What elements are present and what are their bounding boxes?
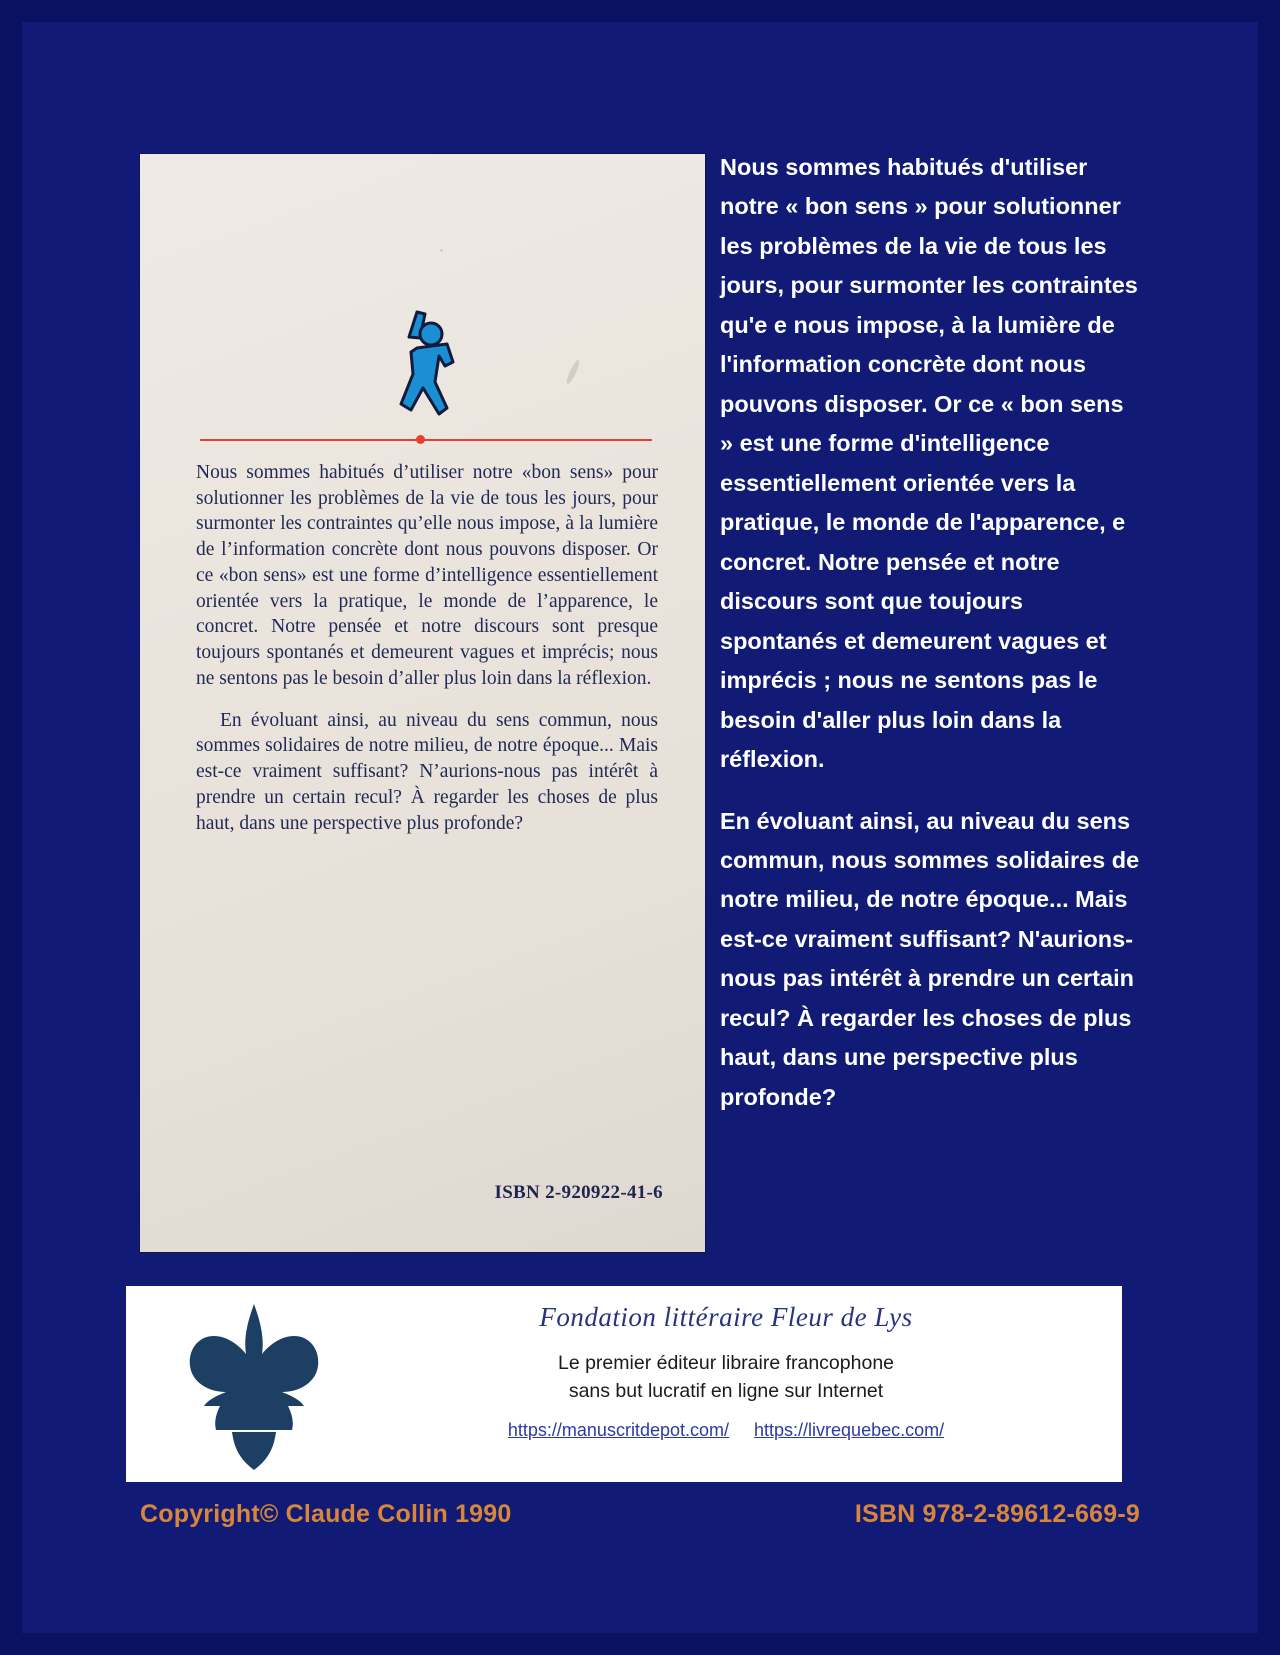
- publisher-band: [126, 1286, 1122, 1482]
- transcript-paragraph-2: En évoluant ainsi, au niveau du sens commun, nous sommes solidaires de notre milieu, de notre époque... Mais est-ce vraiment suffisant? N'aurions-nous pas intérêt à prendre un certain recul? À regarder les choses de plus haut, dans une perspective plus profonde?: [720, 807, 1140, 1110]
- transcript-paragraph-1: Nous sommes habitués d'utiliser notre « bon sens » pour solutionner les problèmes de la vie de tous les jours, pour surmonter les contraintes qu'e e nous impose, à la lumière de l'information concrète dont nous pouvons disposer. Or ce « bon sens » est une forme d'intelligence essentiellement orientée vers la pratique, le monde de l'apparence, e concret. Notre pensée et notre discours sont que toujours spontanés et demeurent vagues et imprécis ; nous ne sentons pas le besoin d'aller plus loin dans la réflexion.: [720, 154, 1138, 773]
- cover-paragraph-2: En évoluant ainsi, au niveau du sens commun, nous sommes solidaires de notre milieu, de notre époque... Mais est-ce vraiment suffisant? N’aurions-nous pas intérêt à prendre un certain recul? À regarder les choses de plus haut, dans une perspective plus profonde?: [196, 709, 658, 834]
- red-dot-marker: [416, 435, 425, 444]
- cover-inner: [140, 154, 705, 1252]
- publisher-tagline-line1: Le premier éditeur libraire francophone: [557, 1352, 895, 1374]
- footer-copyright: Copyright© Claude Collin 1990: [140, 1500, 512, 1528]
- paper-blemish: [440, 249, 443, 252]
- blue-figure-pictogram: [387, 304, 477, 434]
- footer-isbn: ISBN 978-2-89612-669-9: [854, 1500, 1140, 1528]
- cover-isbn: ISBN 2-920922-41-6: [494, 1182, 663, 1203]
- book-back-cover-image: [140, 154, 705, 1252]
- publisher-name: Fondation littéraire Fleur de Lys: [539, 1302, 913, 1332]
- paper-blemish: [565, 359, 581, 385]
- publisher-tagline-line2: sans but lucratif en ligne sur Internet: [568, 1380, 884, 1403]
- cover-blurb: [196, 460, 658, 844]
- cover-paragraph-1: Nous sommes habitués d’utiliser notre «bon sens» pour solutionner les problèmes de la vie de tous les jours, pour surmonter les contraintes qu’elle nous impose, à la lumière de l’information concrète dont nous pouvons disposer. Or ce «bon sens» est une forme d’intelligence essentiellement orientée vers la pratique, le monde de l’apparence, le concret. Notre pensée et notre discours sont presque toujours spontanés et demeurent vagues et imprécis; nous ne sentons pas le besoin d’aller plus loin dans la réflexion.: [196, 462, 658, 689]
- fleur-de-lys-logo: [174, 1300, 334, 1470]
- publisher-info: [356, 1302, 1096, 1441]
- transcription-text: [720, 148, 1140, 1139]
- publisher-tagline: [356, 1349, 1096, 1406]
- livrequebec-link[interactable]: https://livrequebec.com/: [754, 1419, 945, 1440]
- publisher-links: [356, 1420, 1096, 1441]
- red-rule-divider: [200, 439, 652, 441]
- manuscritdepot-link[interactable]: https://manuscritdepot.com/: [507, 1419, 729, 1440]
